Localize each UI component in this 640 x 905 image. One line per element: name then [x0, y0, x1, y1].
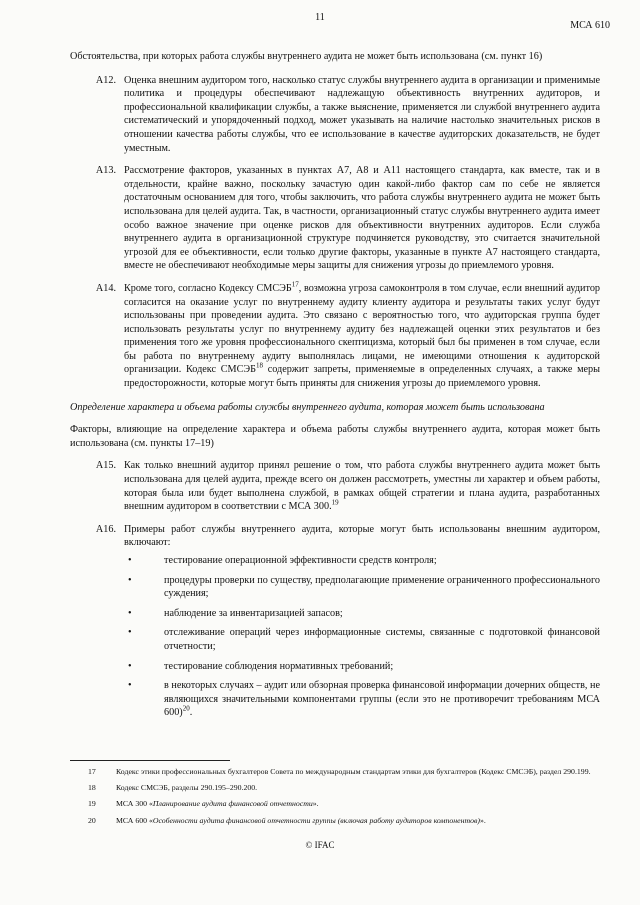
bullet-icon: •	[128, 607, 132, 619]
factors-heading: Факторы, влияющие на определение характера и объема работы службы внутреннего аудита, которая может быть использована (см. пункты 17–19)	[70, 424, 600, 449]
list-item-text: отслеживание операций через информационные системы, связанные с подготовкой финансовой отчетности;	[164, 627, 600, 652]
copyright: © IFAC	[305, 840, 335, 850]
list-item	[124, 554, 600, 568]
text-part: Как только внешний аудитор принял решение о том, что работа службы внутреннего аудита может быть использована для целей аудита, прежде всего он должен рассмотреть, уместны ли характер и объем работы, которая была или будет выполнена службой, в рамках общей стратегии и плана аудита, разработанных внешним аудитором в соответствии с МСА 300.	[124, 460, 600, 513]
footnote-number: 20	[88, 815, 96, 825]
paragraph-text: Рассмотрение факторов, указанных в пунктах A7, A8 и A11 настоящего стандарта, как вместе, так и в отдельности, крайне важно, поскольку зачастую один какой-либо фактор сам по себе не является достаточным основанием для того, чтобы заключить, что работа службы внутреннего аудита не может быть использована для целей аудита. Так, в частности, организационный статус службы внутреннего аудита имеет особо важное значение при оценке рисков для объективности внутренних аудиторов. Если служба внутреннего аудита в организационной структуре подчиняется руководству, это считается значительной угрозой для ее объективности, если только другие факторы, указанные в пункте A7 настоящего стандарта, вместе не обеспечивают необходимые меры защиты для снижения угрозы до приемлемого уровня.	[124, 165, 600, 272]
footnote-text	[116, 798, 600, 809]
footnote-text: Кодекс этики профессиональных бухгалтеров Совета по международным стандартам этики для бухгалтеров (Кодекс СМСЭБ), раздел 290.199.	[116, 767, 591, 776]
footnote-number: 19	[88, 799, 96, 809]
paragraph-text: Примеры работ службы внутреннего аудита, которые могут быть использованы внешним аудитором, включают:	[124, 523, 600, 549]
intro-heading: Обстоятельства, при которых работа службы внутреннего аудита не может быть использована (см. пункт 16)	[70, 51, 543, 62]
paragraph-number: A13.	[95, 165, 116, 177]
paragraph-a14	[70, 282, 600, 391]
paragraph-number: A16.	[95, 523, 116, 535]
text-part: ».	[312, 799, 319, 809]
bullet-icon: •	[128, 680, 132, 692]
text-part: МСА 300 «	[116, 799, 153, 809]
footnote-number: 18	[88, 783, 96, 793]
bullet-list	[124, 554, 600, 720]
standard-id: МСА 610	[570, 20, 610, 31]
bullet-icon: •	[128, 574, 132, 586]
footnote-text	[116, 815, 600, 826]
paragraph-number: A15.	[95, 460, 116, 472]
text-part: .	[189, 707, 193, 719]
footnote-ref: 19	[331, 498, 339, 507]
text-part: содержит запреты, применяемые в определенных случаях, а также меры предосторожности, которые могут быть приняты для снижения угрозы до приемлемого уровня.	[124, 364, 600, 390]
paragraph-a16	[70, 523, 600, 726]
text-part: ».	[480, 815, 486, 825]
footnote-divider	[70, 760, 230, 761]
bullet-icon: •	[128, 555, 132, 566]
footnotes	[70, 766, 600, 831]
paragraph-a15	[70, 459, 600, 513]
list-item-text: наблюдение за инвентаризацией запасов;	[164, 607, 343, 619]
document-body	[70, 50, 600, 735]
text-part: Планирование аудита финансовой отчетности	[152, 799, 313, 809]
page-number: 11	[315, 12, 325, 23]
list-item-text: тестирование операционной эффективности средств контроля;	[164, 555, 437, 566]
list-item	[124, 626, 600, 653]
list-item-text: процедуры проверки по существу, предполагающие применение ограниченного профессионального суждения;	[164, 574, 600, 600]
paragraph-text	[124, 459, 600, 513]
footnote	[70, 782, 600, 793]
text-part: Кроме того, согласно Кодексу СМСЭБ	[124, 282, 292, 294]
section-title: Определение характера и объема работы службы внутреннего аудита, которая может быть использована	[70, 401, 545, 413]
text-part: Особенности аудита финансовой отчетности группы (включая работу аудиторов компонентов)	[152, 815, 480, 825]
text-part: МСА 600 «	[116, 815, 153, 825]
paragraph-text	[124, 282, 600, 391]
footnote-ref: 17	[291, 280, 299, 289]
footnote	[70, 815, 600, 826]
list-item	[124, 679, 600, 720]
paragraph-text: Оценка внешним аудитором того, насколько статус службы внутреннего аудита в организации и применимые политика и процедуры обеспечивают надлежащую объективность внутренних аудиторов, и профессиональной квалификации службы, а также выяснение, применяется ли службой внутреннего аудита систематический и упорядоченный подход, может указывать на наличие настолько значительных рисков в отношении качества работы службы, что ее использование в качестве аудиторских доказательств, не будет уместным.	[124, 74, 600, 154]
list-item	[124, 660, 600, 674]
footnote	[70, 766, 600, 777]
footnote	[70, 798, 600, 809]
paragraph-number: A14.	[95, 282, 116, 294]
list-item-text	[164, 679, 600, 720]
list-item-text: тестирование соблюдения нормативных требований;	[164, 660, 394, 672]
list-item	[124, 574, 600, 601]
footnote-text: Кодекс СМСЭБ, разделы 290.195–290.200.	[116, 783, 258, 793]
text-part: , возможна угроза самоконтроля в том случае, если внешний аудитор согласится на оказание услуг по внутреннему аудиту клиенту аудитора и результаты таких услуг будут использованы при проведении аудита. Это связано с вероятностью того, что аудиторская группа будет использовать результаты услуг по внутреннему аудиту без надлежащей оценки этих результатов и без применения того же уровня профессионального скептицизма, который был бы применен в том случае, если бы работа по внутреннему аудиту выполнялась лицами, не имеющими отношения к аудиторской организации. Кодекс СМСЭБ	[124, 282, 601, 376]
bullet-icon: •	[128, 660, 132, 672]
list-item	[124, 607, 600, 621]
paragraph-number: A12.	[95, 74, 116, 86]
paragraph-a13	[70, 164, 600, 273]
footnote-ref: 18	[255, 362, 263, 371]
footnote-ref: 20	[182, 704, 190, 713]
text-part: в некоторых случаях – аудит или обзорная проверка финансовой информации дочерних обществ, не являющихся значительными компонентами группы (если это не противоречит требованиям МСА 600)	[164, 680, 600, 719]
paragraph-a12	[70, 74, 600, 156]
bullet-icon: •	[128, 627, 132, 639]
footnote-number: 17	[88, 767, 96, 776]
